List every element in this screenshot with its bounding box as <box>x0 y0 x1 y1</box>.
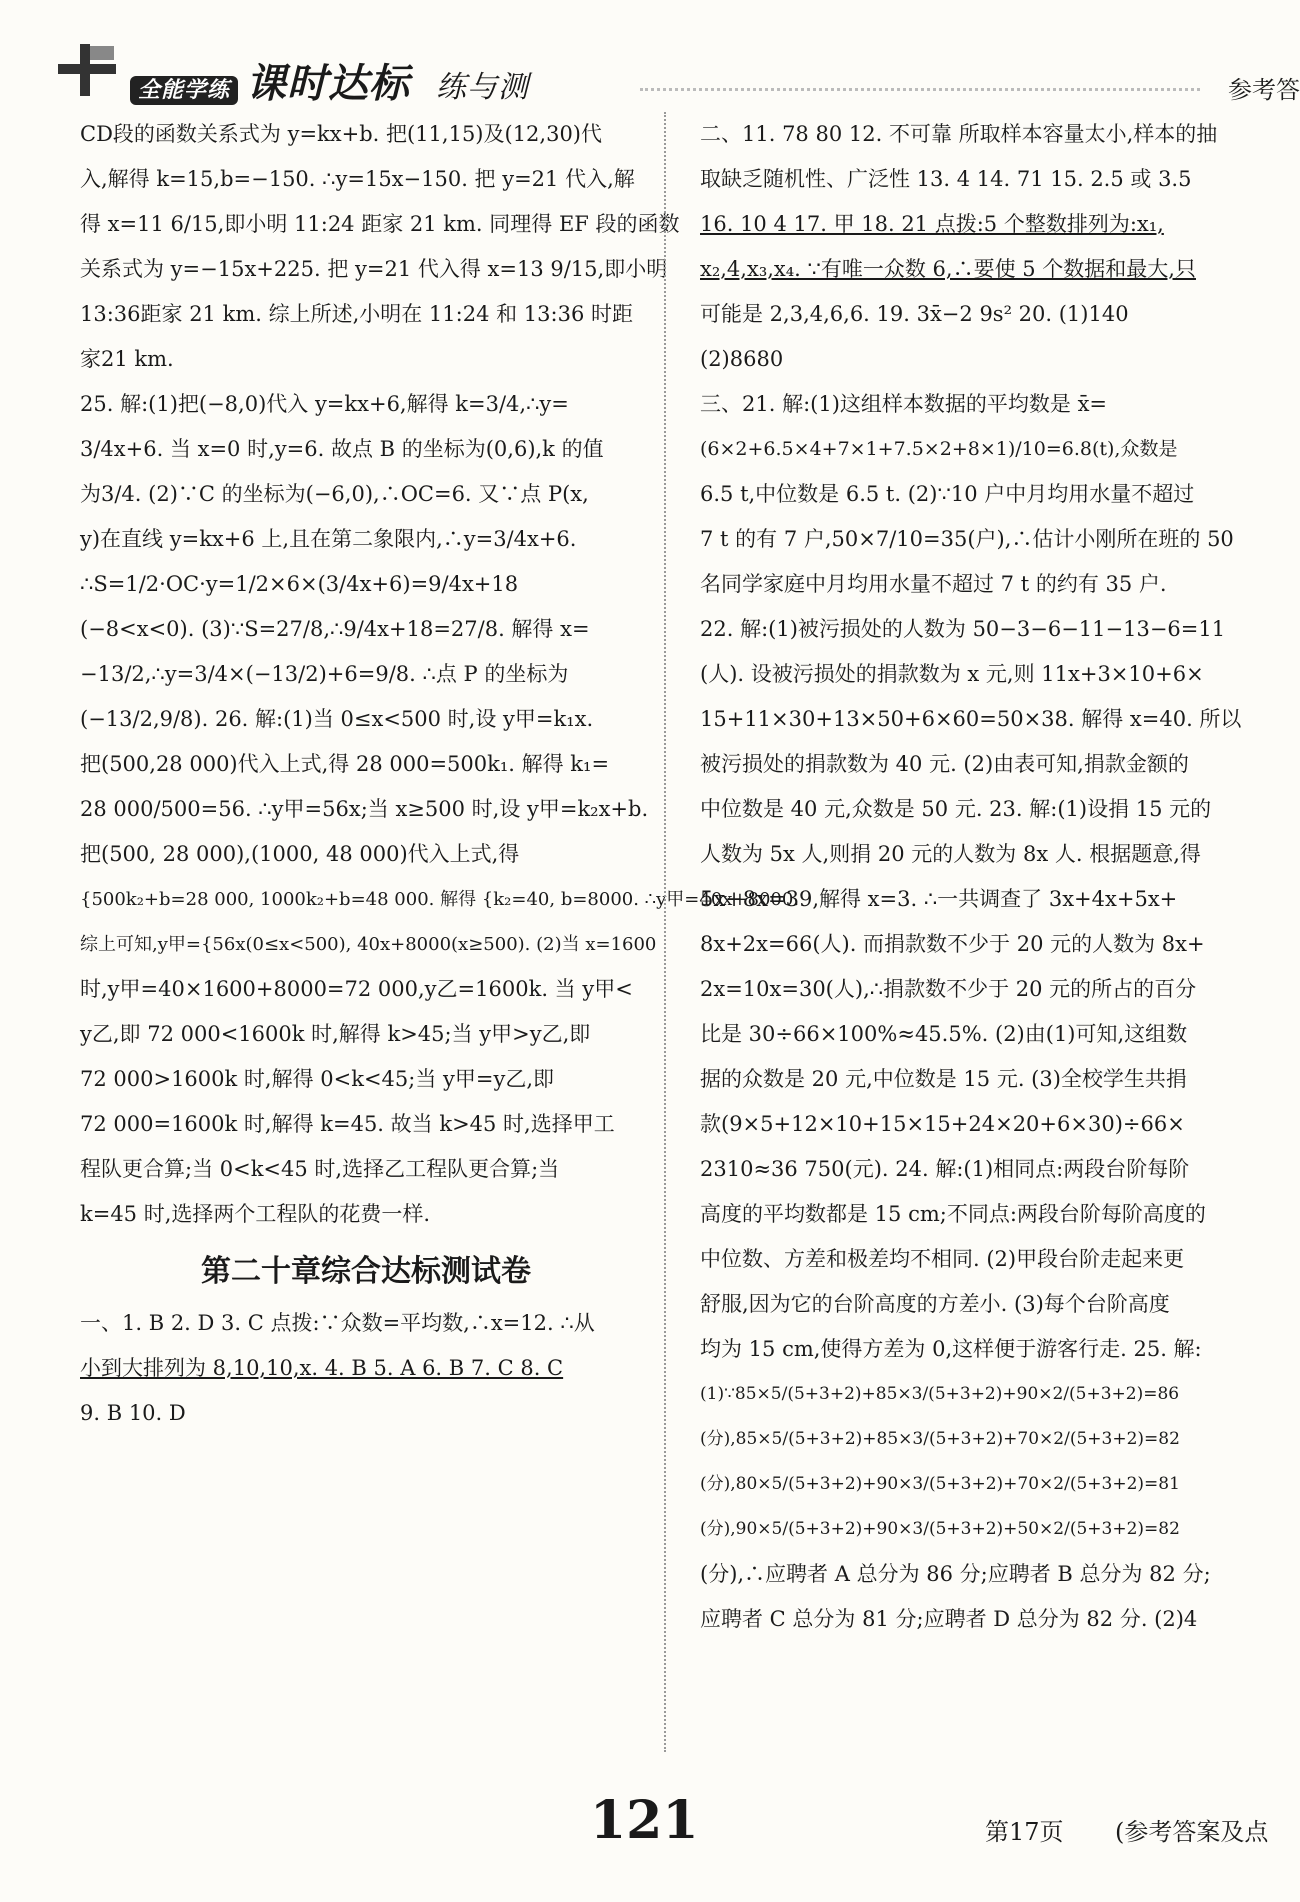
text-line: 三、21. 解:(1)这组样本数据的平均数是 x̄= <box>700 392 1108 416</box>
text-line: (分),85×5/(5+3+2)+85×3/(5+3+2)+70×2/(5+3+2)=82 <box>700 1429 1180 1449</box>
text-line: (2)8680 <box>700 347 784 371</box>
text-line: 2310≈36 750(元). 24. 解:(1)相同点:两段台阶每阶 <box>700 1157 1190 1181</box>
text-line: 关系式为 y=−15x+225. 把 y=21 代入得 x=13 9/15,即小明 <box>80 257 668 281</box>
text-line: 人数为 5x 人,则捐 20 元的人数为 8x 人. 根据题意,得 <box>700 842 1201 866</box>
text-line: (人). 设被污损处的捐款数为 x 元,则 11x+3×10+6× <box>700 662 1204 686</box>
text-line: 比是 30÷66×100%≈45.5%. (2)由(1)可知,这组数 <box>700 1022 1188 1046</box>
text-line: 二、11. 78 80 12. 不可靠 所取样本容量太小,样本的抽 <box>700 122 1218 146</box>
text-line: 中位数、方差和极差均不相同. (2)甲段台阶走起来更 <box>700 1247 1185 1271</box>
brand-title: 课时达标 <box>246 61 411 107</box>
section-title: 第二十章综合达标测试卷 <box>201 1254 531 1289</box>
text-line: 2x=10x=30(人),∴捐款数不少于 20 元的所占的百分 <box>700 977 1197 1001</box>
text-line: 综上可知,y甲={56x(0≤x<500), 40x+8000(x≥500). (2)当 x=1600 <box>80 934 657 955</box>
brand-small: 全能学练 <box>130 76 238 105</box>
text-line: 程队更合算;当 0<k<45 时,选择乙工程队更合算;当 <box>80 1157 560 1181</box>
text-line: 小到大排列为 8,10,10,x. 4. B 5. A 6. B 7. C 8. C <box>80 1356 564 1380</box>
text-line: (−13/2,9/8). 26. 解:(1)当 0≤x<500 时,设 y甲=k₁x. <box>80 707 594 731</box>
page-header <box>0 0 1300 110</box>
text-line: 均为 15 cm,使得方差为 0,这样便于游客行走. 25. 解: <box>700 1337 1202 1361</box>
text-line: 9. B 10. D <box>80 1401 186 1425</box>
text-line: 入,解得 k=15,b=−150. ∴y=15x−150. 把 y=21 代入,解 <box>80 167 635 191</box>
text-line: 中位数是 40 元,众数是 50 元. 23. 解:(1)设捐 15 元的 <box>700 797 1212 821</box>
brand-sub: 练与测 <box>436 70 530 105</box>
text-line: CD段的函数关系式为 y=kx+b. 把(11,15)及(12,30)代 <box>80 122 603 146</box>
text-line: x₂,4,x₃,x₄. ∵有唯一众数 6,∴要使 5 个数据和最大,只 <box>700 257 1196 281</box>
right-column <box>700 112 1260 1642</box>
text-line: 可能是 2,3,4,6,6. 19. 3x̄−2 9s² 20. (1)140 <box>700 302 1129 326</box>
text-line: k=45 时,选择两个工程队的花费一样. <box>80 1202 431 1226</box>
text-line: 得 x=11 6/15,即小明 11:24 距家 21 km. 同理得 EF 段的函数 <box>80 212 680 236</box>
text-line: 名同学家庭中月均用水量不超过 7 t 的约有 35 户. <box>700 572 1167 596</box>
text-line: 一、1. B 2. D 3. C 点拨:∵众数=平均数,∴x=12. ∴从 <box>80 1311 595 1335</box>
text-line: 高度的平均数都是 15 cm;不同点:两段台阶每阶高度的 <box>700 1202 1206 1226</box>
text-line: 8x+2x=66(人). 而捐款数不少于 20 元的人数为 8x+ <box>700 932 1205 956</box>
header-divider <box>640 88 1200 93</box>
header-ref-label: 参考答 <box>1228 76 1300 104</box>
text-line: 把(500, 28 000),(1000, 48 000)代入上式,得 <box>80 842 520 866</box>
text-line: 6.5 t,中位数是 6.5 t. (2)∵10 户中月均用水量不超过 <box>700 482 1195 506</box>
footer-note: (参考答案及点 <box>1115 1818 1269 1846</box>
text-line: 时,y甲=40×1600+8000=72 000,y乙=1600k. 当 y甲< <box>80 977 633 1001</box>
text-line: 13:36距家 21 km. 综上所述,小明在 11:24 和 13:36 时距 <box>80 302 633 326</box>
column-divider <box>664 112 668 1752</box>
text-line: 3/4x+6. 当 x=0 时,y=6. 故点 B 的坐标为(0,6),k 的值 <box>80 437 604 461</box>
text-line: 28 000/500=56. ∴y甲=56x;当 x≥500 时,设 y甲=k₂x+b. <box>80 797 649 821</box>
text-line: (分),90×5/(5+3+2)+90×3/(5+3+2)+50×2/(5+3+2)=82 <box>700 1519 1180 1539</box>
text-line: ∴S=1/2·OC·y=1/2×6×(3/4x+6)=9/4x+18 <box>80 572 519 596</box>
text-line: 被污损处的捐款数为 40 元. (2)由表可知,捐款金额的 <box>700 752 1189 776</box>
text-line: 7 t 的有 7 户,50×7/10=35(户),∴估计小刚所在班的 50 <box>700 527 1234 551</box>
text-line: {500k₂+b=28 000, 1000k₂+b=48 000. 解得 {k₂=40, b=8000. ∴y甲=40x+8000. <box>80 889 800 910</box>
text-line: 应聘者 C 总分为 81 分;应聘者 D 总分为 82 分. (2)4 <box>700 1607 1198 1631</box>
text-line: (分),∴应聘者 A 总分为 86 分;应聘者 B 总分为 82 分; <box>700 1562 1211 1586</box>
text-line: 据的众数是 20 元,中位数是 15 元. (3)全校学生共捐 <box>700 1067 1187 1091</box>
text-line: 家21 km. <box>80 347 174 371</box>
text-line: y)在直线 y=kx+6 上,且在第二象限内,∴y=3/4x+6. <box>80 527 577 551</box>
text-line: 舒服,因为它的台阶高度的方差小. (3)每个台阶高度 <box>700 1292 1170 1316</box>
text-line: −13/2,∴y=3/4×(−13/2)+6=9/8. ∴点 P 的坐标为 <box>80 662 569 686</box>
text-line: (6×2+6.5×4+7×1+7.5×2+8×1)/10=6.8(t),众数是 <box>700 438 1178 460</box>
page-number: 121 <box>590 1790 699 1851</box>
text-line: (1)∵85×5/(5+3+2)+85×3/(5+3+2)+90×2/(5+3+2)=86 <box>700 1384 1180 1404</box>
text-line: 5x+8x=39,解得 x=3. ∴一共调查了 3x+4x+5x+ <box>700 887 1178 911</box>
text-line: 取缺乏随机性、广泛性 13. 4 14. 71 15. 2.5 或 3.5 <box>700 167 1192 191</box>
text-line: 为3/4. (2)∵C 的坐标为(−6,0),∴OC=6. 又∵点 P(x, <box>80 482 589 506</box>
text-line: y乙,即 72 000<1600k 时,解得 k>45;当 y甲>y乙,即 <box>80 1022 591 1046</box>
text-line: 25. 解:(1)把(−8,0)代入 y=kx+6,解得 k=3/4,∴y= <box>80 392 569 416</box>
page-label: 第17页 <box>985 1818 1064 1846</box>
text-line: 款(9×5+12×10+15×15+24×20+6×30)÷66× <box>700 1112 1185 1136</box>
text-line: 把(500,28 000)代入上式,得 28 000=500k₁. 解得 k₁= <box>80 752 610 776</box>
text-line: 15+11×30+13×50+6×60=50×38. 解得 x=40. 所以 <box>700 707 1242 731</box>
text-line: 16. 10 4 17. 甲 18. 21 点拨:5 个整数排列为:x₁, <box>700 212 1164 236</box>
text-line: (分),80×5/(5+3+2)+90×3/(5+3+2)+70×2/(5+3+2)=81 <box>700 1474 1180 1494</box>
text-line: 22. 解:(1)被污损处的人数为 50−3−6−11−13−6=11 <box>700 617 1226 641</box>
logo-icon <box>52 42 122 98</box>
brand <box>130 52 529 109</box>
text-line: (−8<x<0). (3)∵S=27/8,∴9/4x+18=27/8. 解得 x= <box>80 617 590 641</box>
text-line: 72 000=1600k 时,解得 k=45. 故当 k>45 时,选择甲工 <box>80 1112 615 1136</box>
text-line: 72 000>1600k 时,解得 0<k<45;当 y甲=y乙,即 <box>80 1067 555 1091</box>
